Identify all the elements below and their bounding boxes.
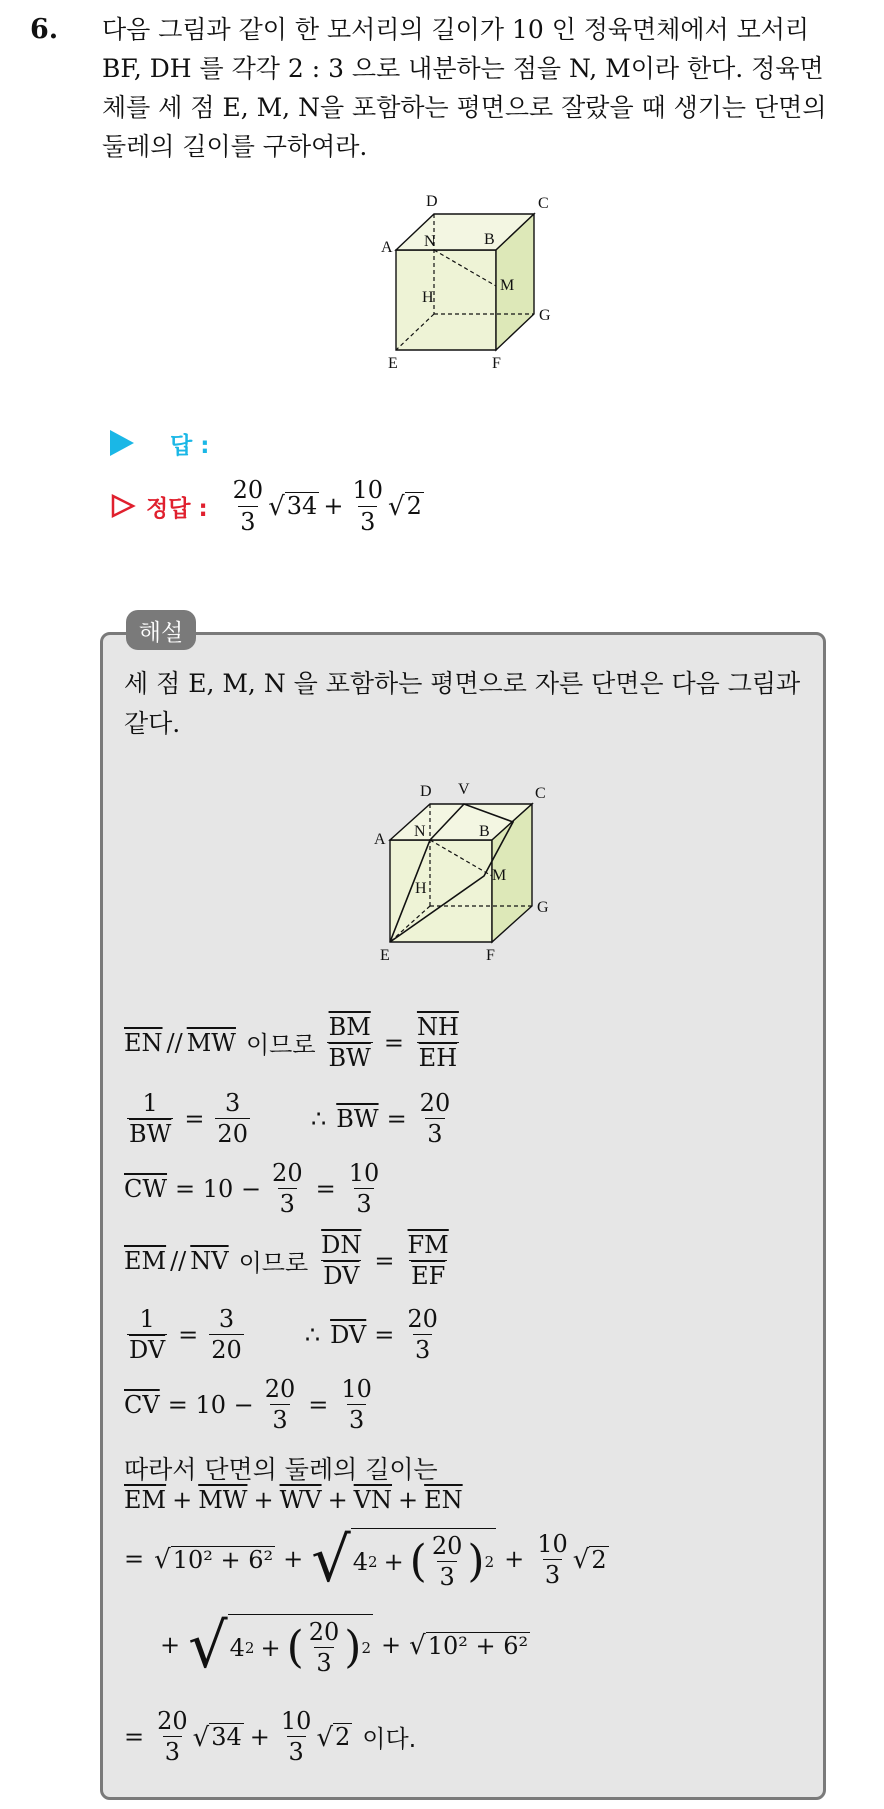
vertex-label: D <box>420 783 432 800</box>
solution-line: $\overline{CV}$ = 10 − $\frac{20}{3}$ = $\frac{10}{3}$ <box>124 1375 372 1435</box>
vertex-label: V <box>458 781 470 798</box>
vertex-label: N <box>424 233 436 250</box>
solution-intro <box>124 664 814 744</box>
vertex-label: C <box>535 785 546 802</box>
solution-intro-line: 세 점 E, M, N 을 포함하는 평면으로 자른 단면은 다음 그림과 <box>124 669 801 698</box>
vertex-label: F <box>486 947 495 964</box>
question-text <box>102 10 856 166</box>
vertex-label: C <box>538 195 549 212</box>
correct-answer-row <box>110 474 424 538</box>
solution-line: $\overline{EM}$ // $\overline{NV}$ 이므로 $\frac{\overline{DN}}{DV}$ = $\frac{\overline{FM}}{EF}$ <box>124 1231 449 1291</box>
solution-line: = √ 10² + 6² + √ 4 2 + ( $\frac{20}{3}$ ) 2 + $\frac{10}{3}$ √ 2 <box>124 1522 607 1596</box>
question-number: 6. <box>30 14 59 45</box>
solution-line: = $\frac{20}{3}$ √ 34 + $\frac{10}{3}$ √ 2 이다. <box>124 1707 417 1767</box>
vertex-label: A <box>381 239 393 256</box>
solution-tag: 해설 <box>126 610 196 650</box>
answer-label: 답 : <box>170 432 210 459</box>
question-line: 다음 그림과 같이 한 모서리의 길이가 10 인 정육면체에서 모서리 <box>102 15 810 44</box>
correct-answer-value: $\frac{20}{3}$ √ 34 + $\frac{10}{3}$ √ 2 <box>232 476 422 536</box>
solution-line: $\frac{1}{DV}$ = $\frac{3}{20}$ ∴ $\overline{DV}$ = $\frac{20}{3}$ <box>129 1305 438 1365</box>
vertex-label: B <box>484 231 495 248</box>
solution-line: $\overline{CW}$ = 10 − $\frac{20}{3}$ = $\frac{10}{3}$ <box>124 1159 380 1219</box>
vertex-label: A <box>374 831 386 848</box>
vertex-label: H <box>422 289 434 306</box>
solution-line: 따라서 단면의 둘레의 길이는 <box>124 1455 438 1484</box>
solution-line: $\overline{EN}$ // $\overline{MW}$ 이므로 $\frac{\overline{BM}}{BW}$ = $\frac{\overline{NH}}{EH}$ <box>124 1013 459 1073</box>
answer-row <box>110 423 209 463</box>
vertex-label: M <box>492 867 507 884</box>
vertex-label: G <box>539 307 551 324</box>
question-line: 둘레의 길이를 구하여라. <box>102 132 368 161</box>
vertex-label: E <box>380 947 390 964</box>
solution-line: $\frac{1}{BW}$ = $\frac{3}{20}$ ∴ $\overline{BW}$ = $\frac{20}{3}$ <box>129 1089 451 1149</box>
vertex-label: G <box>537 899 549 916</box>
vertex-label: M <box>500 277 515 294</box>
correct-answer-label: 정답 : <box>146 495 208 522</box>
solution-intro-line: 같다. <box>124 709 181 738</box>
question-line: 체를 세 점 E, M, N을 포함하는 평면으로 잘랐을 때 생기는 단면의 <box>102 93 827 122</box>
question-line: BF, DH 를 각각 2 : 3 으로 내분하는 점을 N, M이라 한다. 정육면 <box>102 54 824 83</box>
vertex-label: B <box>479 823 490 840</box>
section-cube-figure <box>368 780 578 970</box>
vertex-label: D <box>426 193 438 210</box>
outline-triangle-icon <box>110 493 136 519</box>
solution-line: + √ 4 2 + ( $\frac{20}{3}$ ) 2 + √ 10² + 6² <box>160 1608 529 1682</box>
solution-line: $\overline{EM}$ + $\overline{MW}$ + $\overline{WV}$ + $\overline{VN}$ + $\overline{EN}$ <box>124 1486 463 1514</box>
vertex-label: F <box>492 355 501 372</box>
vertex-label: H <box>415 880 427 897</box>
vertex-label: N <box>414 823 426 840</box>
cube-figure <box>378 190 578 380</box>
play-triangle-icon <box>110 430 134 456</box>
vertex-label: E <box>388 355 398 372</box>
